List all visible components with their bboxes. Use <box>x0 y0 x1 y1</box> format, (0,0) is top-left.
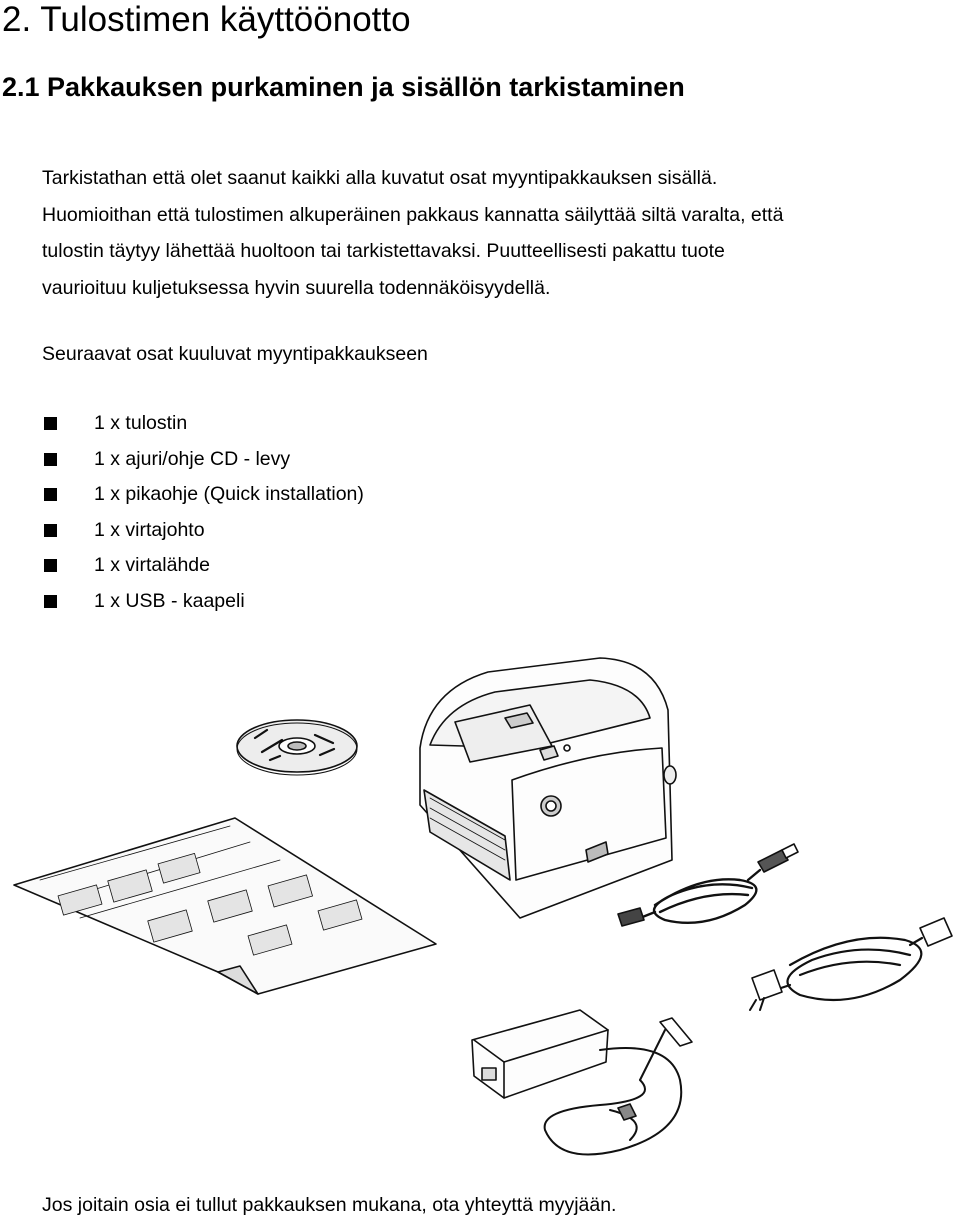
square-bullet-icon <box>44 559 57 572</box>
intro-line: tulostin täytyy lähettää huoltoon tai tarkistettavaksi. Puutteellisesti pakattu tuote <box>42 240 725 262</box>
power-adapter-icon <box>472 1010 692 1155</box>
section-title: 2.1 Pakkauksen purkaminen ja sisällön tarkistaminen <box>2 72 685 102</box>
intro-line: Huomioithan että tulostimen alkuperäinen pakkaus kannatta säilyttää siltä varalta, että <box>42 203 784 226</box>
quick-guide-sheet-icon <box>14 818 436 994</box>
square-bullet-icon <box>44 595 57 608</box>
square-bullet-icon <box>44 524 57 537</box>
intro-paragraph <box>42 160 942 306</box>
power-cord-icon <box>750 918 952 1010</box>
cd-disc-icon <box>237 720 357 775</box>
square-bullet-icon <box>44 488 57 501</box>
footer-note: Jos joitain osia ei tullut pakkauksen mukana, ota yhteyttä myyjään. <box>42 1194 617 1216</box>
page-title: 2. Tulostimen käyttöönotto <box>2 0 411 39</box>
package-contents-illustration <box>0 650 960 1180</box>
intro-line: vaurioituu kuljetuksessa hyvin suurella todennäköisyydellä. <box>42 276 551 299</box>
list-item-label: 1 x ajuri/ohje CD - levy <box>94 447 291 470</box>
list-lead: Seuraavat osat kuuluvat myyntipakkaukseen <box>42 343 428 365</box>
label-printer-icon <box>420 658 676 918</box>
intro-line: Tarkistathan että olet saanut kaikki alla kuvatut osat myyntipakkauksen sisällä. <box>42 167 718 189</box>
list-item-label: 1 x USB - kaapeli <box>94 589 245 612</box>
list-item-label: 1 x virtalähde <box>94 554 210 576</box>
square-bullet-icon <box>44 453 57 466</box>
list-item-label: 1 x pikaohje (Quick installation) <box>94 483 364 505</box>
list-item-label: 1 x tulostin <box>94 412 188 434</box>
square-bullet-icon <box>44 417 57 430</box>
list-item-label: 1 x virtajohto <box>94 518 205 541</box>
